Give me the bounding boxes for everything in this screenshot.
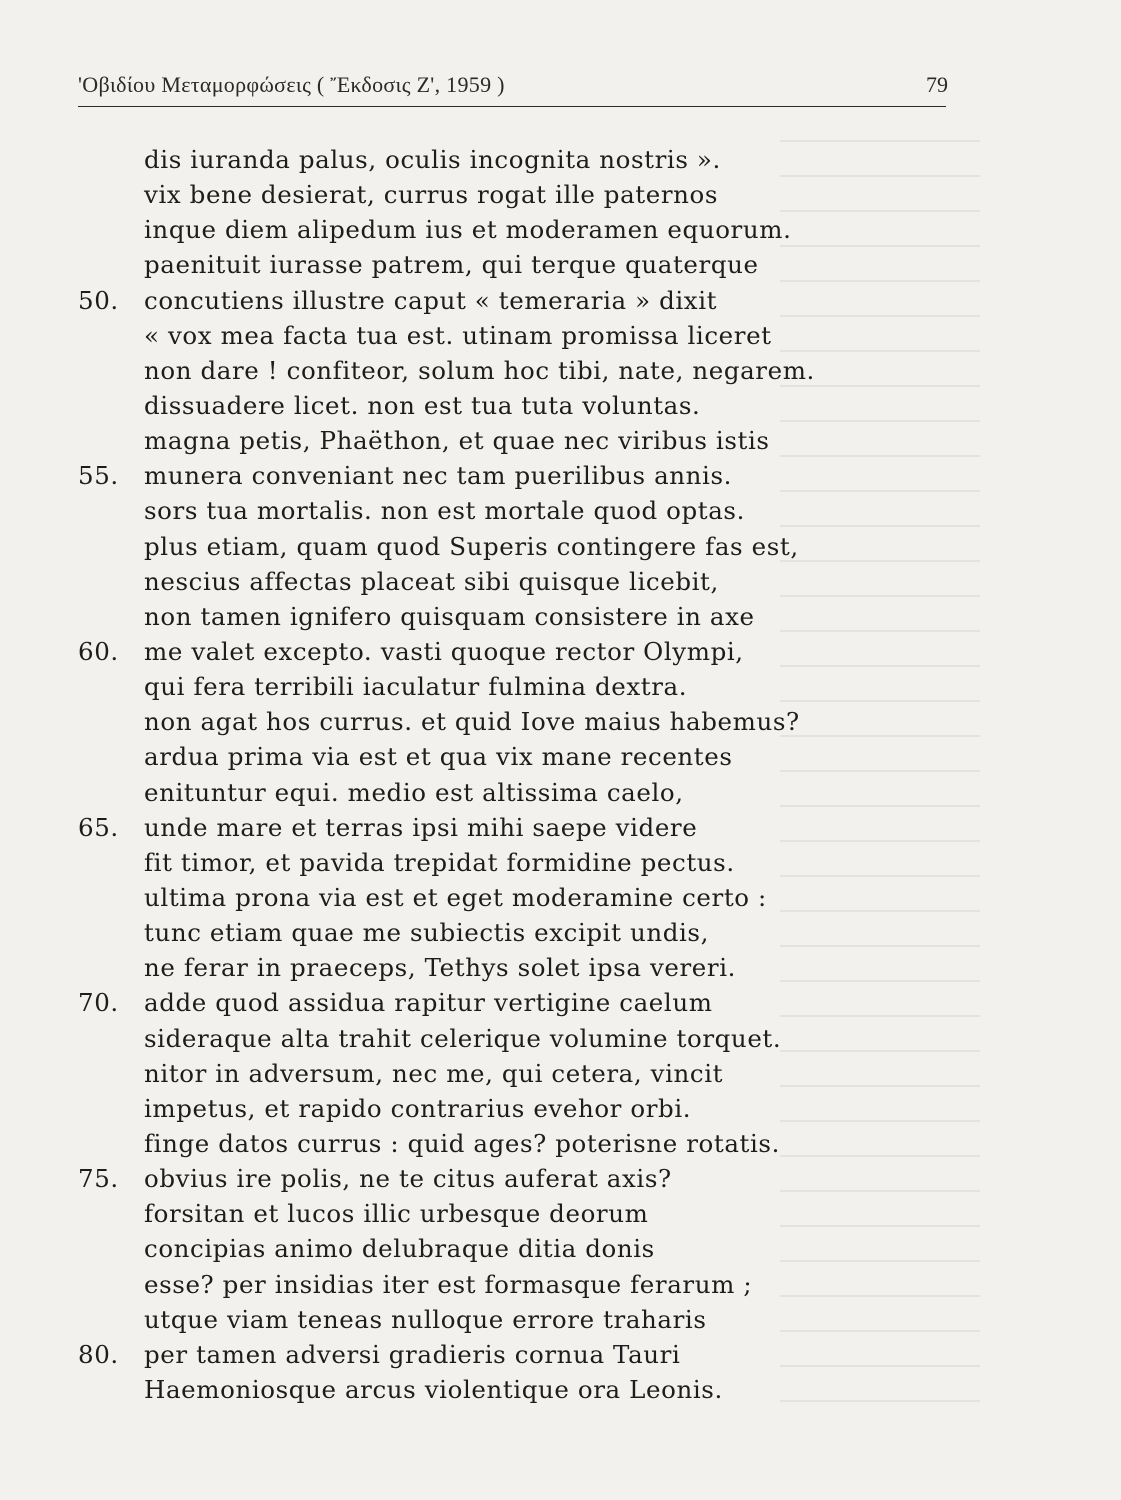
verse-line [72,950,912,985]
verse-line [72,177,912,212]
verse-text: magna petis, Phaëthon, et quae nec viribus istis [144,426,770,456]
verse-line [72,775,912,810]
line-number: 50. [78,285,119,315]
verse-text: esse? per insidias iter est formasque ferarum ; [144,1269,753,1299]
verse-line [72,739,912,774]
line-number: 75. [78,1164,119,1194]
line-number: 65. [78,812,119,842]
verse-line [72,1267,912,1302]
verse-line [72,247,912,282]
verse-text: enituntur equi. medio est altissima caelo, [144,777,684,807]
verse-line [72,458,912,493]
verse-line [72,283,912,318]
verse-line [72,423,912,458]
verse-line [72,1196,912,1231]
verse-text: dissuadere licet. non est tua tuta voluntas. [144,390,701,420]
verse-line [72,1302,912,1337]
verse-text: dis iuranda palus, oculis incognita nostris ». [144,145,721,174]
verse-line [72,1091,912,1126]
verse-text: per tamen adversi gradieris cornua Tauri [144,1339,681,1369]
verse-text: ne ferar in praeceps, Tethys solet ipsa vereri. [144,953,737,983]
verse-line [72,212,912,247]
verse-line [72,493,912,528]
verse-line [72,985,912,1020]
running-head [78,72,948,102]
verse-text: non agat hos currus. et quid Iove maius habemus? [144,707,800,737]
verse-line [72,634,912,669]
verse-line [72,529,912,564]
verse-text: sideraque alta trahit celerique volumine torquet. [144,1023,782,1053]
verse-line [72,388,912,423]
verse-text: tunc etiam quae me subiectis excipit undis, [144,918,709,948]
verse-text: adde quod assidua rapitur vertigine caelum [144,988,713,1018]
verse-line [72,1231,912,1266]
verse-line [72,704,912,739]
running-head-title: 'Οβιδίου Μεταμορφώσεις ( Ἔκδοσις Ζ', 1959 ) [78,72,505,97]
verse-line [72,353,912,388]
verse-text: « vox mea facta tua est. utinam promissa liceret [144,320,772,350]
verse-block [72,142,912,1407]
line-number: 70. [78,988,119,1018]
verse-line [72,564,912,599]
verse-line [72,915,912,950]
verse-line [72,880,912,915]
verse-line [72,599,912,634]
header-rule [78,106,946,107]
verse-text: qui fera terribili iaculatur fulmina dextra. [144,672,688,702]
verse-line [72,1126,912,1161]
line-number: 80. [78,1339,119,1369]
verse-line [72,845,912,880]
verse-text: paenituit iurasse patrem, qui terque quaterque [144,250,759,280]
verse-line [72,669,912,704]
verse-line [72,1161,912,1196]
verse-line [72,1372,912,1407]
verse-text: nescius affectas placeat sibi quisque licebit, [144,566,719,596]
verse-line [72,318,912,353]
verse-text: ultima prona via est et eget moderamine certo : [144,882,767,912]
verse-text: concipias animo delubraque ditia donis [144,1234,655,1264]
verse-text: concutiens illustre caput « temeraria » dixit [144,285,718,315]
verse-text: vix bene desierat, currus rogat ille paternos [144,180,719,210]
verse-line [72,1021,912,1056]
verse-line [72,810,912,845]
verse-line [72,1056,912,1091]
verse-text: Haemoniosque arcus violentique ora Leonis. [144,1374,723,1404]
verse-text: plus etiam, quam quod Superis contingere fas est, [144,531,799,561]
verse-text: unde mare et terras ipsi mihi saepe videre [144,812,698,842]
verse-text: forsitan et lucos illic urbesque deorum [144,1199,649,1229]
verse-text: utque viam teneas nulloque errore traharis [144,1304,707,1334]
verse-text: obvius ire polis, ne te citus auferat axis? [144,1164,672,1194]
line-number: 60. [78,636,119,666]
verse-text: finge datos currus : quid ages? poterisne rotatis. [144,1128,780,1158]
verse-text: non tamen ignifero quisquam consistere in axe [144,601,755,631]
verse-text: fit timor, et pavida trepidat formidine pectus. [144,847,735,877]
verse-text: non dare ! confiteor, solum hoc tibi, nate, negarem. [144,355,815,385]
verse-text: impetus, et rapido contrarius evehor orbi. [144,1093,692,1123]
line-number: 55. [78,461,119,491]
verse-text: inque diem alipedum ius et moderamen equorum. [144,215,792,245]
verse-text: sors tua mortalis. non est mortale quod optas. [144,496,745,526]
verse-text: me valet excepto. vasti quoque rector Olympi, [144,636,744,666]
verse-text: nitor in adversum, nec me, qui cetera, vincit [144,1058,724,1088]
verse-line [72,142,912,177]
page-number: 79 [926,72,948,97]
verse-text: munera conveniant nec tam puerilibus annis. [144,461,733,491]
verse-line [72,1337,912,1372]
verse-text: ardua prima via est et qua vix mane recentes [144,742,733,772]
